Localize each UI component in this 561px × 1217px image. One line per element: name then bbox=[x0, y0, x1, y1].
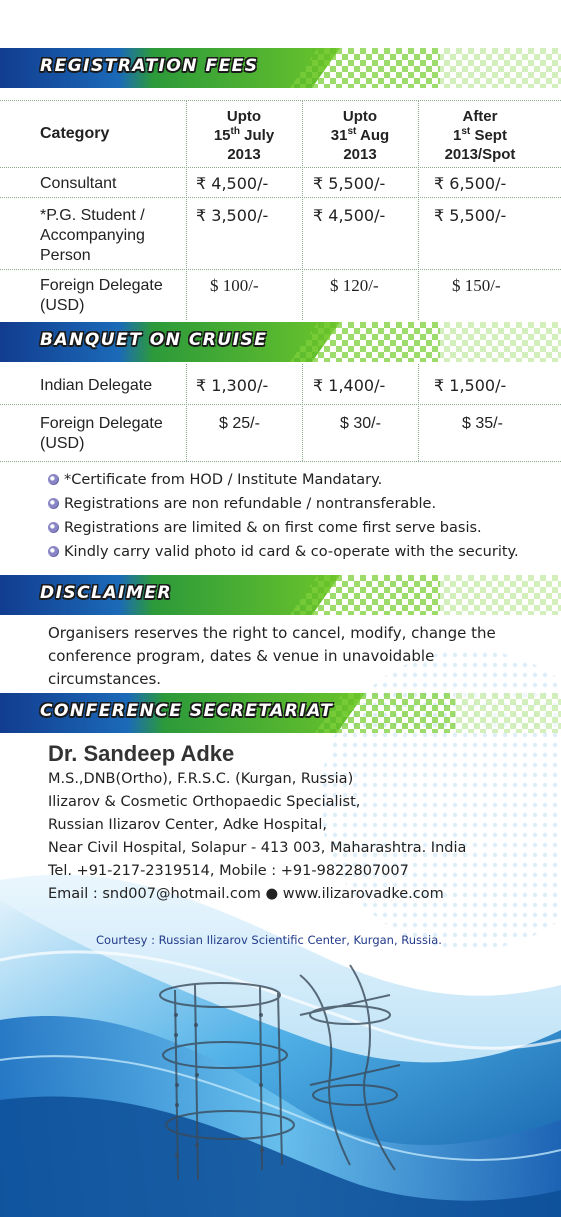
website-link[interactable]: www.ilizarovadke.com bbox=[282, 886, 444, 902]
list-item: *Certificate from HOD / Institute Mandatary. bbox=[48, 470, 519, 494]
fee-value: ₹ 1,300/- bbox=[196, 376, 269, 395]
category-header: Category bbox=[40, 125, 110, 142]
fee-value: ₹ 4,500/- bbox=[313, 206, 386, 225]
banner-title: DISCLAIMER bbox=[40, 583, 173, 603]
table-rule bbox=[0, 404, 561, 405]
table-rule bbox=[0, 269, 561, 270]
table-rule bbox=[0, 167, 561, 168]
banner-title: BANQUET ON CRUISE bbox=[40, 330, 268, 350]
column-header-early: Upto 15th July 2013 bbox=[213, 108, 275, 163]
row-category: Consultant bbox=[40, 175, 117, 192]
secretariat-contact bbox=[48, 740, 466, 906]
fee-value: $ 150/- bbox=[452, 276, 501, 295]
contact-name: Dr. Sandeep Adke bbox=[48, 741, 235, 766]
fee-value: ₹ 5,500/- bbox=[434, 206, 507, 225]
contact-organisation: Russian Ilizarov Center, Adke Hospital, bbox=[48, 817, 328, 833]
email-link[interactable]: Email : snd007@hotmail.com bbox=[48, 886, 261, 902]
list-item: Registrations are limited & on first come first serve basis. bbox=[48, 518, 519, 542]
table-rule bbox=[0, 197, 561, 198]
fee-value: $ 25/- bbox=[219, 415, 260, 432]
bullet-icon bbox=[48, 522, 59, 533]
list-item: Registrations are non refundable / nontransferable. bbox=[48, 494, 519, 518]
fee-value: ₹ 6,500/- bbox=[434, 174, 507, 193]
row-category: Foreign Delegate (USD) bbox=[40, 277, 163, 314]
contact-address: Near Civil Hospital, Solapur - 413 003, Maharashtra. India bbox=[48, 840, 467, 856]
bullet-icon bbox=[48, 498, 59, 509]
fee-value: ₹ 1,500/- bbox=[434, 376, 507, 395]
notes-list bbox=[48, 470, 519, 566]
column-header-late: After 1st Sept 2013/Spot bbox=[444, 108, 516, 163]
table-rule bbox=[0, 461, 561, 462]
fee-value: ₹ 3,500/- bbox=[196, 206, 269, 225]
contact-qualifications: M.S.,DNB(Ortho), F.R.S.C. (Kurgan, Russia) bbox=[48, 771, 354, 787]
contact-phone: Tel. +91-217-2319514, Mobile : +91-9822807007 bbox=[48, 863, 409, 879]
contact-email-web bbox=[48, 883, 466, 906]
courtesy-note: Courtesy : Russian Ilizarov Scientific Center, Kurgan, Russia. bbox=[96, 933, 442, 947]
banquet-banner bbox=[0, 322, 561, 362]
banquet-table bbox=[0, 364, 561, 464]
bullet-icon bbox=[48, 546, 59, 557]
registration-fees-table bbox=[0, 100, 561, 325]
row-category: Indian Delegate bbox=[40, 377, 153, 394]
column-divider bbox=[302, 364, 303, 461]
fee-value: $ 30/- bbox=[340, 415, 381, 432]
banner-title: CONFERENCE SECRETARIAT bbox=[40, 701, 334, 721]
disclaimer-banner bbox=[0, 575, 561, 615]
ilizarov-apparatus-drawing bbox=[150, 955, 440, 1185]
fee-value: $ 100/- bbox=[210, 276, 259, 295]
contact-title: Ilizarov & Cosmetic Orthopaedic Specialist, bbox=[48, 794, 361, 810]
fee-value: ₹ 1,400/- bbox=[313, 376, 386, 395]
column-header-mid: Upto 31st Aug 2013 bbox=[330, 108, 390, 163]
registration-fees-banner bbox=[0, 48, 561, 88]
row-category: Foreign Delegate (USD) bbox=[40, 415, 163, 452]
fee-value: $ 120/- bbox=[330, 276, 379, 295]
row-category: *P.G. Student / Accompanying Person bbox=[40, 207, 145, 264]
fee-value: ₹ 4,500/- bbox=[196, 174, 269, 193]
disclaimer-text: Organisers reserves the right to cancel, modify, change the conference program, dates & venue in unavoidable circumstances. bbox=[48, 624, 496, 688]
banner-title: REGISTRATION FEES bbox=[40, 56, 259, 76]
secretariat-banner bbox=[0, 693, 561, 733]
bullet-icon bbox=[48, 474, 59, 485]
column-divider bbox=[186, 364, 187, 461]
fee-value: ₹ 5,500/- bbox=[313, 174, 386, 193]
fee-value: $ 35/- bbox=[462, 415, 503, 432]
column-divider bbox=[418, 364, 419, 461]
list-item: Kindly carry valid photo id card & co-operate with the security. bbox=[48, 542, 519, 566]
table-rule bbox=[0, 100, 561, 101]
separator-dot-icon: ● bbox=[265, 886, 283, 902]
